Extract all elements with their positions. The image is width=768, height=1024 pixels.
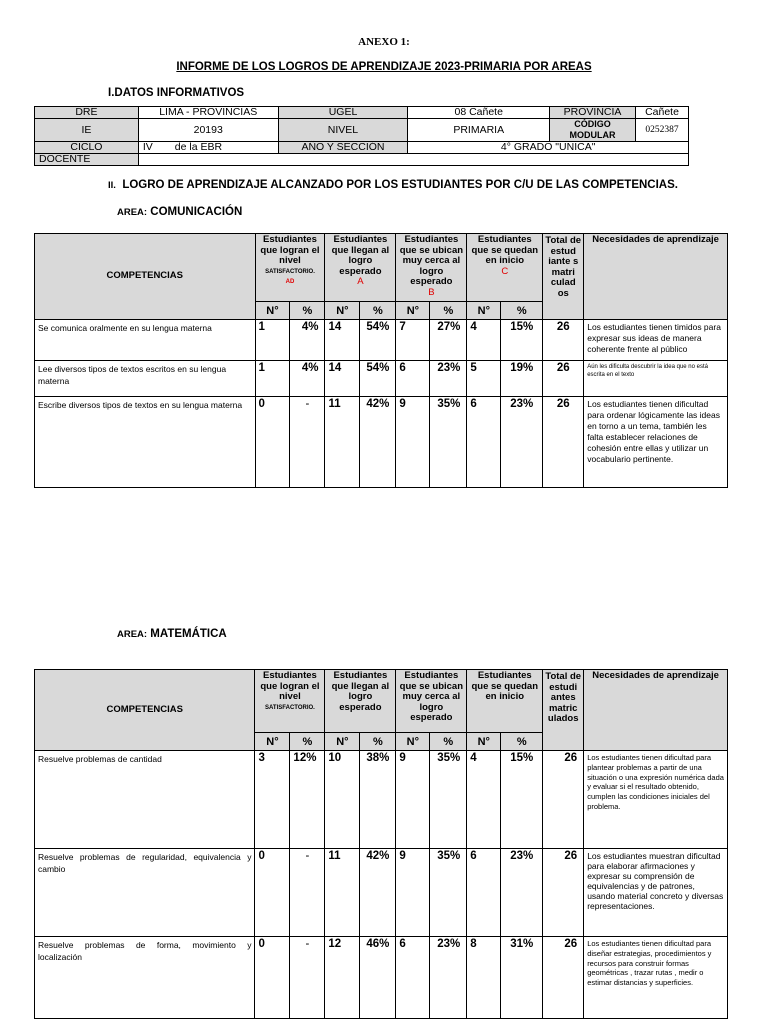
area-name: COMUNICACIÓN: [150, 206, 243, 218]
a-n-cell: 11: [325, 397, 360, 488]
table-row: [35, 751, 728, 849]
c-n-header: N°: [467, 733, 501, 751]
ad-header-text: Estudiantes que logran el nivel: [260, 234, 320, 266]
c-n-cell: 6: [467, 397, 501, 488]
total-cell: 26: [543, 397, 584, 488]
table-row: [35, 849, 728, 937]
b-header-text: Estudiantes que se ubican muy cerca al logro esperado: [399, 234, 464, 287]
provincia-label: PROVINCIA: [550, 107, 636, 119]
ad-n-cell: 1: [255, 361, 290, 397]
a-pct-cell: 54%: [360, 361, 396, 397]
ugel-value: 08 Cañete: [408, 107, 550, 119]
ie-value: 20193: [138, 119, 278, 142]
ad-n-cell: 3: [255, 751, 290, 849]
competencia-cell: Resuelve problemas de cantidad: [35, 751, 255, 849]
b-header: Estudiantes que se ubican muy cerca al logro esperado: [396, 670, 467, 733]
codigo-modular-label: CÓDIGO MODULAR: [550, 119, 636, 142]
ad-header-text: Estudiantes que logran el nivel: [260, 670, 320, 702]
ciclo-roman: IV: [142, 141, 153, 153]
codigo-modular-value: 0252387: [636, 119, 689, 142]
a-pct-cell: 42%: [360, 397, 396, 488]
table-row: [35, 937, 728, 1019]
area-matematica-heading: [117, 628, 227, 640]
total-cell: 26: [543, 937, 584, 1019]
ciclo-value: [138, 142, 278, 154]
dre-value: LIMA - PROVINCIAS: [138, 107, 278, 119]
section-logro-title: [108, 179, 678, 191]
area-name: MATEMÁTICA: [150, 628, 227, 640]
a-pct-cell: 46%: [360, 937, 396, 1019]
a-header: [325, 234, 396, 302]
ad-pct-cell: 4%: [290, 361, 325, 397]
total-cell: 26: [543, 849, 584, 937]
a-header-text: Estudiantes que llegan al logro esperado: [331, 234, 390, 277]
competencias-header: COMPETENCIAS: [35, 670, 255, 751]
a-n-cell: 12: [325, 937, 360, 1019]
section-title: LOGRO DE APRENDIZAJE ALCANZADO POR LOS ESTUDIANTES POR C/U DE LAS COMPETENCIAS.: [122, 179, 678, 191]
competencia-cell: Lee diversos tipos de textos escritos en su lengua materna: [35, 361, 256, 397]
a-pct-cell: 54%: [360, 320, 396, 361]
ciclo-ebr: de la EBR: [174, 141, 223, 153]
ad-pct-cell: 12%: [290, 751, 325, 849]
a-pct-header: %: [360, 302, 396, 320]
ad-pct-cell: -: [290, 397, 325, 488]
b-pct-cell: 35%: [430, 397, 467, 488]
c-n-cell: 6: [467, 849, 501, 937]
needs-cell: Los estudiantes tienen dificultad para plantear problemas a partir de una situación o una expresión numérica dada y evaluar si el resultado obtenido, cumplen las condiciones iniciales del problema.: [584, 751, 728, 849]
docente-label: DOCENTE: [35, 154, 139, 166]
ad-header-small: SATISFACTORIO.: [265, 268, 315, 275]
ugel-label: UGEL: [278, 107, 408, 119]
comunicacion-table: [34, 233, 728, 488]
c-letter: C: [501, 265, 509, 277]
c-n-header: N°: [467, 302, 501, 320]
needs-cell: Los estudiantes muestran dificultad para elaborar afirmaciones y expresar su comprensión de equivalencias y de patrones, usando material concreto y diversas representaciones.: [584, 849, 728, 937]
anio-seccion-label: AÑO Y SECCIÓN: [278, 142, 408, 154]
b-n-cell: 9: [396, 397, 430, 488]
c-n-cell: 4: [467, 751, 501, 849]
provincia-value: Cañete: [636, 107, 689, 119]
c-pct-header: %: [501, 733, 543, 751]
ad-header: [255, 670, 325, 733]
ad-n-cell: 0: [255, 937, 290, 1019]
b-n-cell: 6: [396, 937, 430, 1019]
a-n-header: N°: [325, 733, 360, 751]
needs-header: Necesidades de aprendizaje: [584, 234, 728, 320]
competencia-cell: Escribe diversos tipos de textos en su lengua materna: [35, 397, 256, 488]
section-prefix: II.: [108, 180, 116, 191]
total-cell: 26: [543, 751, 584, 849]
area-prefix: AREA:: [117, 207, 148, 218]
b-letter: B: [428, 286, 435, 298]
c-pct-cell: 23%: [501, 849, 543, 937]
competencias-header: COMPETENCIAS: [35, 234, 256, 320]
a-pct-cell: 42%: [360, 849, 396, 937]
total-header: Total de estudi antes matric ulados: [543, 670, 584, 751]
nivel-label: NIVEL: [278, 119, 408, 142]
section-datos-informativos: I.DATOS INFORMATIVOS: [108, 87, 245, 99]
nivel-value: PRIMARIA: [408, 119, 550, 142]
ad-pct-header: %: [290, 302, 325, 320]
b-n-header: N°: [396, 733, 430, 751]
b-n-cell: 9: [396, 849, 430, 937]
c-pct-header: %: [501, 302, 543, 320]
matematica-table: [34, 669, 728, 1019]
docente-value: [138, 154, 688, 166]
needs-cell: Los estudiantes tienen dificultad para ordenar lógicamente las ideas en torno a un tema, también les falta establecer relaciones de cohesión entre ellas y utilizar un vocabulario pertinente.: [584, 397, 728, 488]
c-n-cell: 4: [467, 320, 501, 361]
c-pct-cell: 15%: [501, 320, 543, 361]
c-header: Estudiantes que se quedan en inicio: [467, 670, 543, 733]
ad-pct-header: %: [290, 733, 325, 751]
c-header-text: Estudiantes que se quedan en inicio: [471, 234, 539, 266]
b-pct-header: %: [430, 302, 467, 320]
ad-n-cell: 0: [255, 849, 290, 937]
ie-label: IE: [35, 119, 139, 142]
a-header: Estudiantes que llegan al logro esperado: [325, 670, 396, 733]
a-n-cell: 14: [325, 361, 360, 397]
ad-pct-cell: -: [290, 937, 325, 1019]
c-pct-cell: 31%: [501, 937, 543, 1019]
area-prefix: AREA:: [117, 629, 148, 640]
table-row: [35, 361, 728, 397]
anio-seccion-value: 4° GRADO "UNICA": [408, 142, 689, 154]
ciclo-label: CICLO: [35, 142, 139, 154]
b-n-cell: 6: [396, 361, 430, 397]
competencia-cell: Resuelve problemas de regularidad, equivalencia y cambio: [35, 849, 255, 937]
a-pct-cell: 38%: [360, 751, 396, 849]
needs-cell: Aún les dificulta descubrir la idea que no está escrita en el texto: [584, 361, 728, 397]
needs-header: Necesidades de aprendizaje: [584, 670, 728, 751]
b-pct-cell: 35%: [430, 849, 467, 937]
ad-n-header: N°: [255, 302, 290, 320]
b-n-cell: 9: [396, 751, 430, 849]
b-pct-cell: 23%: [430, 361, 467, 397]
ad-n-cell: 1: [255, 320, 290, 361]
ad-n-cell: 0: [255, 397, 290, 488]
total-cell: 26: [543, 320, 584, 361]
b-pct-cell: 23%: [430, 937, 467, 1019]
needs-cell: Los estudiantes tienen timidos para expresar sus ideas de manera coherente frente al público: [584, 320, 728, 361]
a-letter: A: [357, 276, 364, 287]
a-n-cell: 11: [325, 849, 360, 937]
ad-n-header: N°: [255, 733, 290, 751]
a-pct-header: %: [360, 733, 396, 751]
a-n-cell: 10: [325, 751, 360, 849]
b-pct-header: %: [430, 733, 467, 751]
table-row: [35, 397, 728, 488]
competencia-cell: Resuelve problemas de forma, movimiento y localización: [35, 937, 255, 1019]
c-n-cell: 8: [467, 937, 501, 1019]
a-n-header: N°: [325, 302, 360, 320]
annex-title: ANEXO 1:: [358, 36, 410, 48]
c-pct-cell: 23%: [501, 397, 543, 488]
needs-cell: Los estudiantes tienen dificultad para diseñar estrategias, procedimientos y recursos para construir formas geométricas , trazar rutas , medir o estimar distancias y superficies.: [584, 937, 728, 1019]
c-header: [467, 234, 543, 302]
c-n-cell: 5: [467, 361, 501, 397]
total-cell: 26: [543, 361, 584, 397]
total-header: Total de estud iante s matri culad os: [543, 234, 584, 320]
ad-pct-cell: -: [290, 849, 325, 937]
b-pct-cell: 27%: [430, 320, 467, 361]
b-n-cell: 7: [396, 320, 430, 361]
ad-letter: AD: [285, 279, 295, 285]
a-n-cell: 14: [325, 320, 360, 361]
b-header: [396, 234, 467, 302]
b-n-header: N°: [396, 302, 430, 320]
ad-header-small: SATISFACTORIO.: [265, 704, 315, 711]
ad-pct-cell: 4%: [290, 320, 325, 361]
competencia-cell: Se comunica oralmente en su lengua materna: [35, 320, 256, 361]
table-row: [35, 320, 728, 361]
ad-header: [255, 234, 325, 302]
info-table: [34, 106, 689, 166]
dre-label: DRE: [35, 107, 139, 119]
c-pct-cell: 15%: [501, 751, 543, 849]
area-comunicacion-heading: [117, 206, 242, 218]
b-pct-cell: 35%: [430, 751, 467, 849]
c-pct-cell: 19%: [501, 361, 543, 397]
report-title: INFORME DE LOS LOGROS DE APRENDIZAJE 2023-PRIMARIA POR AREAS: [176, 61, 592, 73]
